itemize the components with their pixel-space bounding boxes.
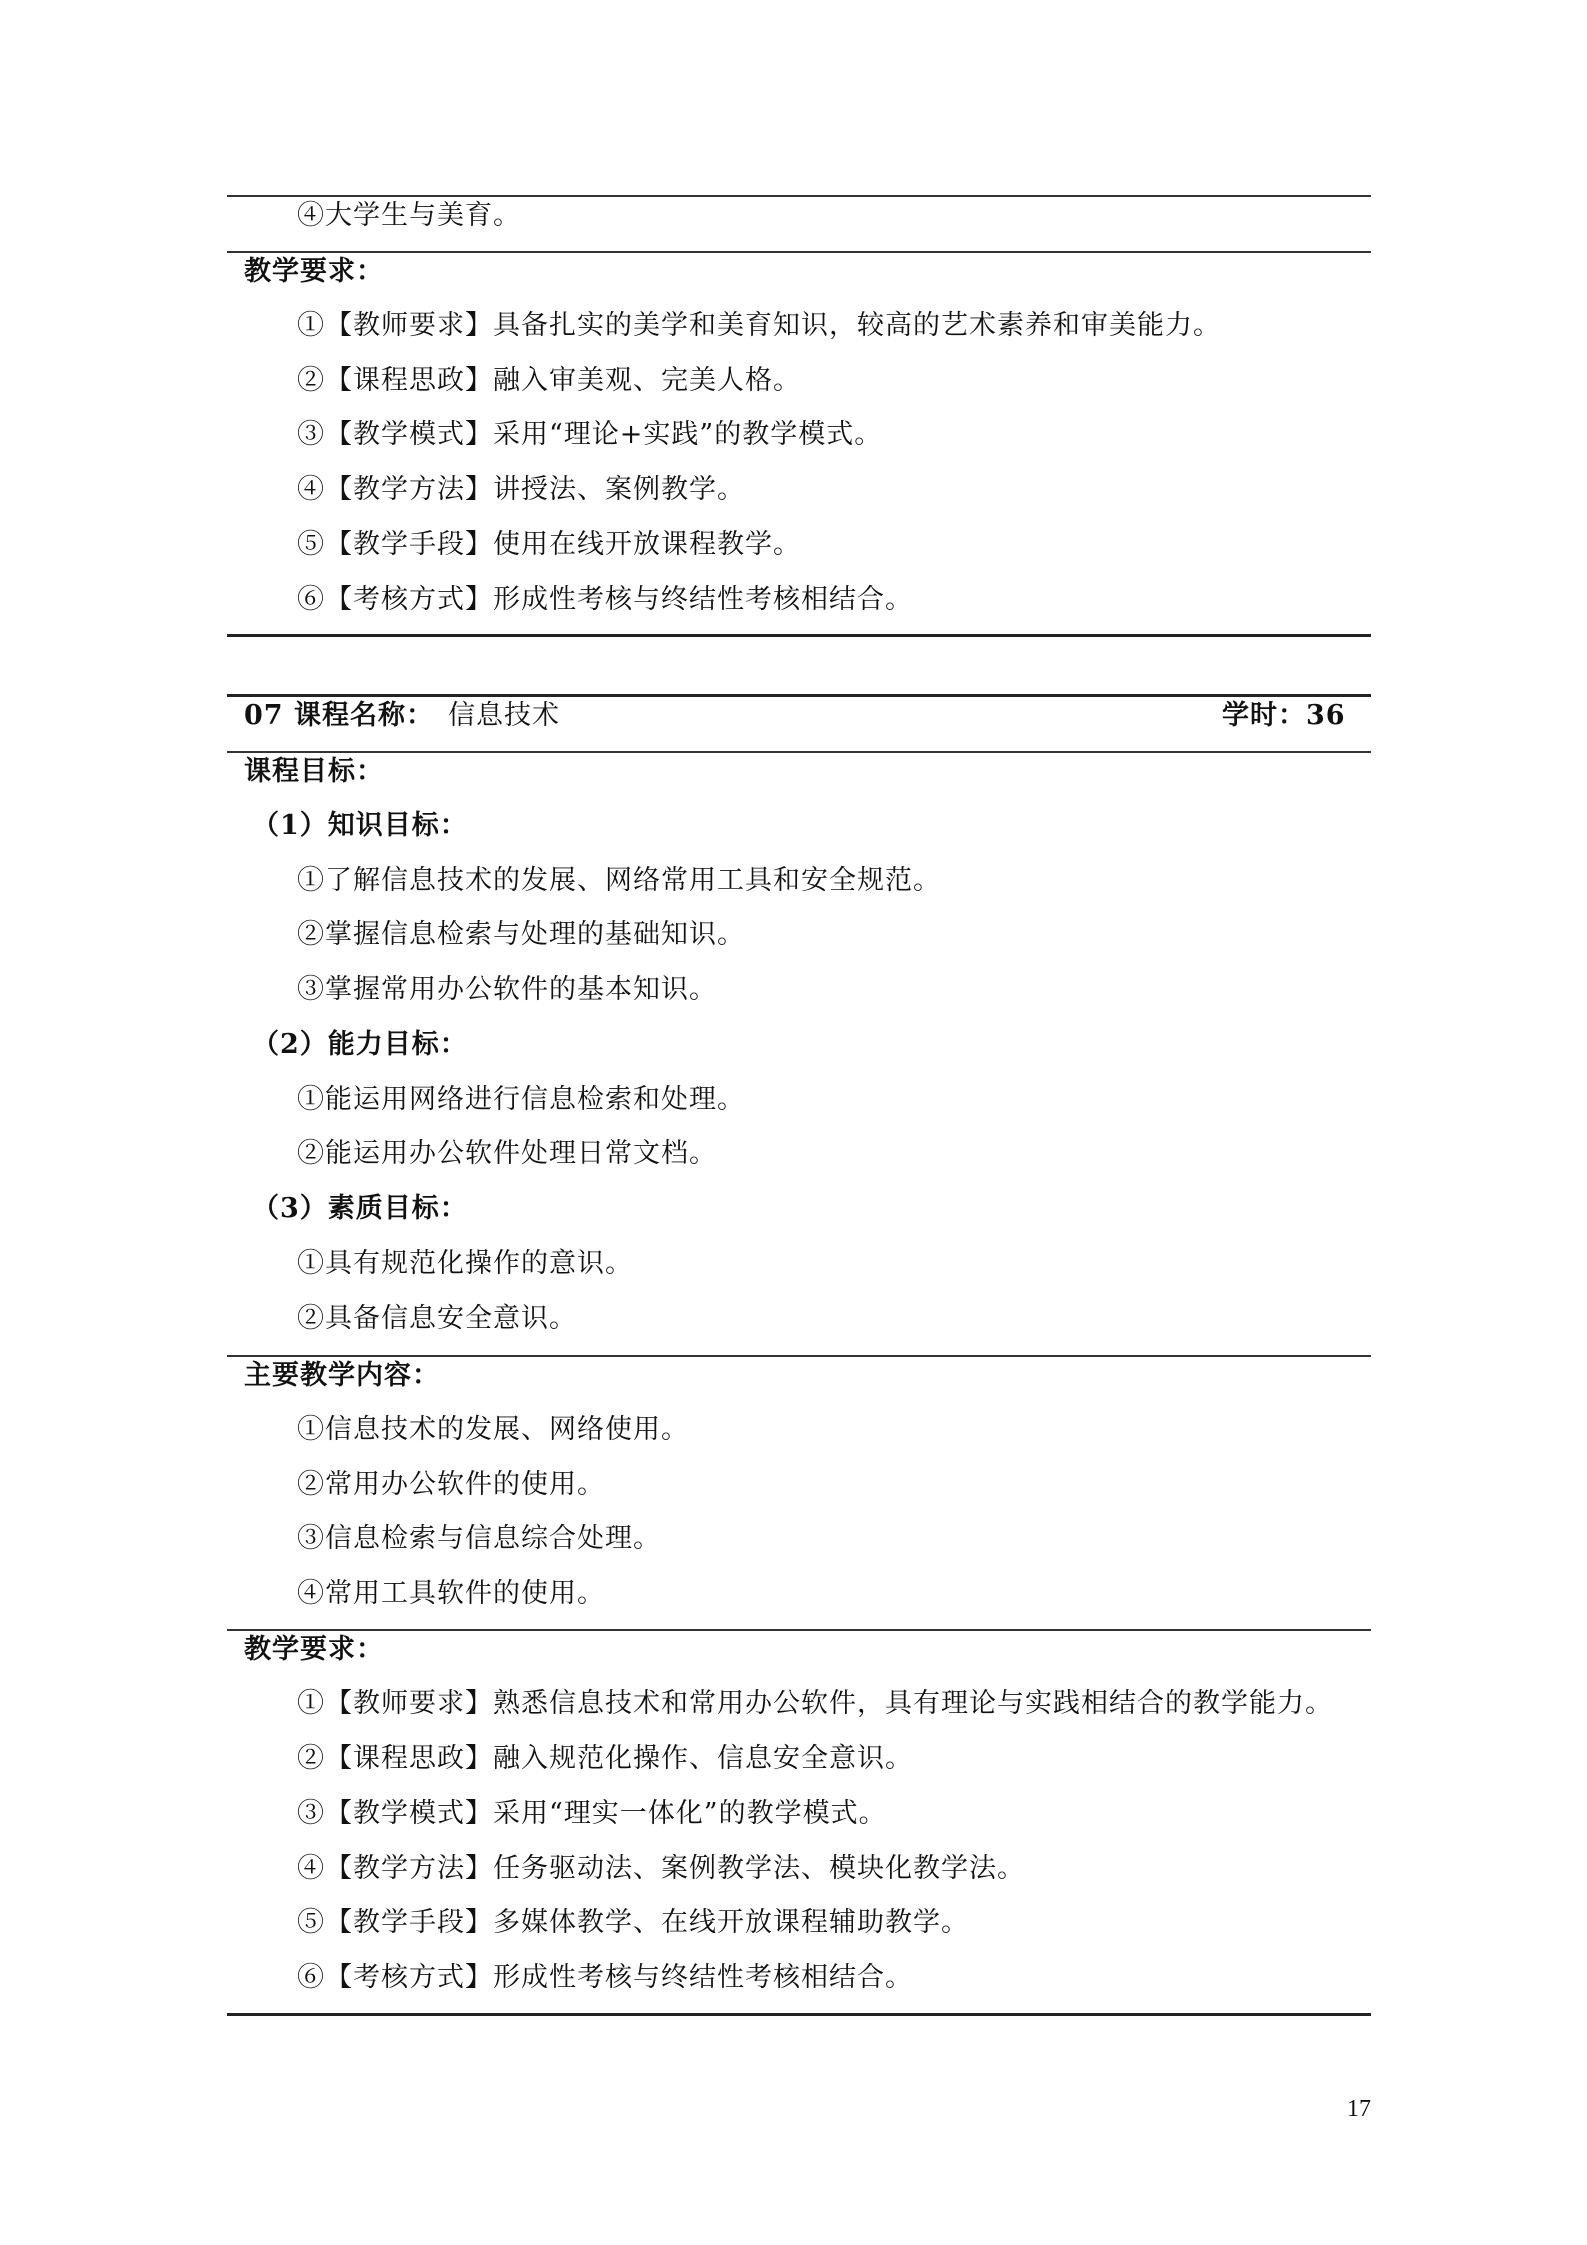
- ability-item: ①能运用网络进行信息检索和处理。: [297, 1084, 745, 1115]
- content-item: ④大学生与美育。: [297, 200, 521, 231]
- requirement-item: ④【教学方法】讲授法、案例教学。: [297, 474, 745, 505]
- quality-item: ①具有规范化操作的意识。: [297, 1248, 633, 1279]
- requirement-item: ⑥【考核方式】形成性考核与终结性考核相结合。: [297, 584, 913, 615]
- page-number: 17: [1347, 2096, 1371, 2122]
- knowledge-item: ①了解信息技术的发展、网络常用工具和安全规范。: [297, 865, 941, 896]
- requirement-item: ③【教学模式】采用“理论+实践”的教学模式。: [297, 419, 883, 450]
- table-bottom-rule: [227, 634, 1371, 637]
- knowledge-heading: （1）知识目标：: [252, 810, 468, 841]
- course-hours: 学时：36: [1222, 700, 1346, 731]
- content-item: ④常用工具软件的使用。: [297, 1578, 605, 1609]
- course-name: 信息技术: [448, 700, 560, 731]
- table-rule: [227, 251, 1371, 253]
- requirement-item: ①【教师要求】具备扎实的美学和美育知识，较高的艺术素养和审美能力。: [297, 310, 1221, 341]
- requirement-item: ⑤【教学手段】使用在线开放课程教学。: [297, 529, 801, 560]
- ability-heading: （2）能力目标：: [252, 1029, 468, 1060]
- knowledge-item: ②掌握信息检索与处理的基础知识。: [297, 919, 745, 950]
- goals-heading: 课程目标：: [244, 756, 384, 787]
- requirement-item: ③【教学模式】采用“理实一体化”的教学模式。: [297, 1798, 887, 1829]
- table-rule: [227, 1629, 1371, 1631]
- quality-item: ②具备信息安全意识。: [297, 1303, 577, 1334]
- requirement-item: ④【教学方法】任务驱动法、案例教学法、模块化教学法。: [297, 1853, 1025, 1884]
- requirement-item: ⑤【教学手段】多媒体教学、在线开放课程辅助教学。: [297, 1907, 969, 1938]
- content-item: ③信息检索与信息综合处理。: [297, 1523, 661, 1554]
- requirement-item: ①【教师要求】熟悉信息技术和常用办公软件，具有理论与实践相结合的教学能力。: [297, 1688, 1333, 1719]
- content-item: ②常用办公软件的使用。: [297, 1469, 605, 1500]
- requirements-heading: 教学要求：: [244, 1634, 384, 1665]
- requirement-item: ②【课程思政】融入规范化操作、信息安全意识。: [297, 1743, 913, 1774]
- table-bottom-rule: [227, 2013, 1371, 2016]
- ability-item: ②能运用办公软件处理日常文档。: [297, 1138, 717, 1169]
- requirements-heading: 教学要求：: [244, 256, 384, 287]
- table-rule: [227, 751, 1371, 753]
- content-item: ①信息技术的发展、网络使用。: [297, 1414, 689, 1445]
- quality-heading: （3）素质目标：: [252, 1193, 468, 1224]
- course-code-label: 07 课程名称：: [244, 700, 434, 731]
- knowledge-item: ③掌握常用办公软件的基本知识。: [297, 974, 717, 1005]
- content-heading: 主要教学内容：: [244, 1360, 440, 1391]
- requirement-item: ⑥【考核方式】形成性考核与终结性考核相结合。: [297, 1962, 913, 1993]
- requirement-item: ②【课程思政】融入审美观、完美人格。: [297, 365, 801, 396]
